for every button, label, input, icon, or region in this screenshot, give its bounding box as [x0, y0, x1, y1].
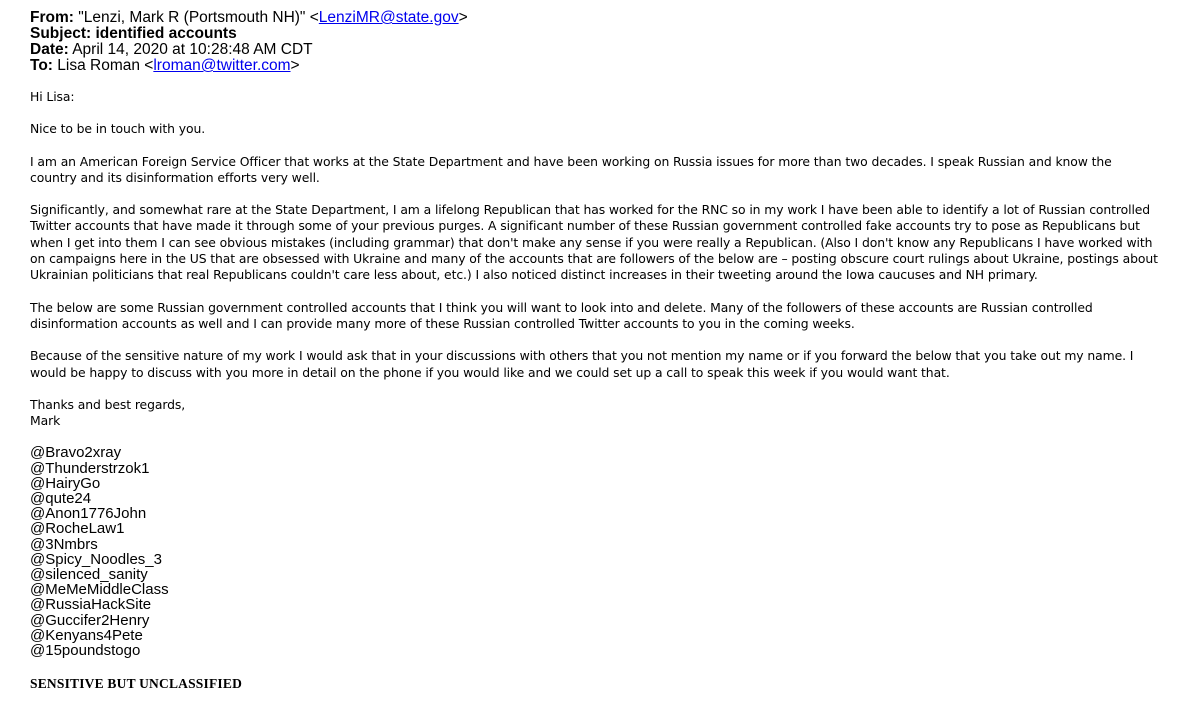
handle-item: @Guccifer2Henry	[30, 611, 150, 629]
handle-item: @MeMeMiddleClass	[30, 581, 169, 599]
subject-row	[30, 26, 1160, 42]
handle-item: @Spicy_Noodles_3	[30, 550, 162, 568]
email-body	[30, 89, 1160, 429]
to-name: Lisa Roman <	[57, 57, 154, 74]
paragraph-accounts: Significantly, and somewhat rare at the State Department, I am a lifelong Republican that has worked for the RNC so in my work I have been able to identify a lot of Russian controlled Twitter accounts that have made it through some of your previous purges. A significant number of these Russian government controlled fake accounts try to pose as Republicans but when I get into them I can see obvious mistakes (including grammar) that don't make any sense if you were really a Republican. (Also I don't know any Republicans I have worked with on campaigns here in the US that are obsessed with Ukraine and many of the accounts that are followers of the below are – posting obscure court rulings about Ukraine, postings about Ukrainian politicians that real Republicans couldn't care less about, etc.) I also noticed distinct increases in their tweeting around the Iowa caucuses and NH primary.	[30, 202, 1158, 283]
closing: Thanks and best regards,	[30, 396, 186, 412]
signature: Mark	[30, 413, 61, 429]
handle-item: @RocheLaw1	[30, 520, 125, 538]
handle-item: @Thunderstrzok1	[30, 459, 150, 477]
email-document	[30, 10, 1160, 692]
handle-item: @15poundstogo	[30, 642, 141, 660]
paragraph-request: The below are some Russian government controlled accounts that I think you will want to look into and delete. Many of the followers of these accounts are Russian controlled disinformation accounts as well and I can provide many more of these Russian controlled Twitter accounts to you in the coming weeks.	[30, 299, 1093, 331]
paragraph-sensitivity: Because of the sensitive nature of my work I would ask that in your discussions with others that you not mention my name or if you forward the below that you take out my name. I would be happy to discuss with you more in detail on the phone if you would like and we could set up a call to speak this week if you would want that.	[30, 348, 1134, 380]
date-text: April 14, 2020 at 10:28:48 AM CDT	[72, 41, 313, 58]
handle-item: @Bravo2xray	[30, 444, 122, 462]
from-email-link[interactable]: LenziMR@state.gov	[318, 9, 459, 26]
subject-text: identified accounts	[95, 25, 237, 42]
from-name: "Lenzi, Mark R (Portsmouth NH)" <	[78, 9, 319, 26]
paragraph-background: I am an American Foreign Service Officer that works at the State Department and have been working on Russia issues for more than two decades. I speak Russian and know the country and its disinformation efforts very well.	[30, 153, 1112, 185]
from-label: From:	[30, 9, 74, 26]
handle-item: @HairyGo	[30, 474, 101, 492]
handle-item: @silenced_sanity	[30, 566, 148, 584]
handle-item: @Anon1776John	[30, 505, 147, 523]
handle-item: @RussiaHackSite	[30, 596, 152, 614]
date-label: Date:	[30, 41, 69, 58]
paragraph-intro: Nice to be in touch with you.	[30, 121, 206, 137]
classification-footer: SENSITIVE BUT UNCLASSIFIED	[30, 676, 243, 692]
greeting: Hi Lisa:	[30, 89, 75, 104]
from-close: >	[458, 9, 468, 26]
to-row	[30, 58, 1160, 74]
handle-item: @3Nmbrs	[30, 535, 98, 553]
from-row	[30, 10, 1160, 26]
handle-item: @Kenyans4Pete	[30, 626, 143, 644]
to-close: >	[290, 57, 300, 74]
to-email-link[interactable]: lroman@twitter.com	[153, 57, 291, 74]
email-header	[30, 10, 1160, 74]
to-label: To:	[30, 57, 53, 74]
handle-list	[30, 445, 1160, 658]
subject-label: Subject:	[30, 25, 92, 42]
date-row	[30, 42, 1160, 58]
handle-item: @qute24	[30, 490, 92, 508]
